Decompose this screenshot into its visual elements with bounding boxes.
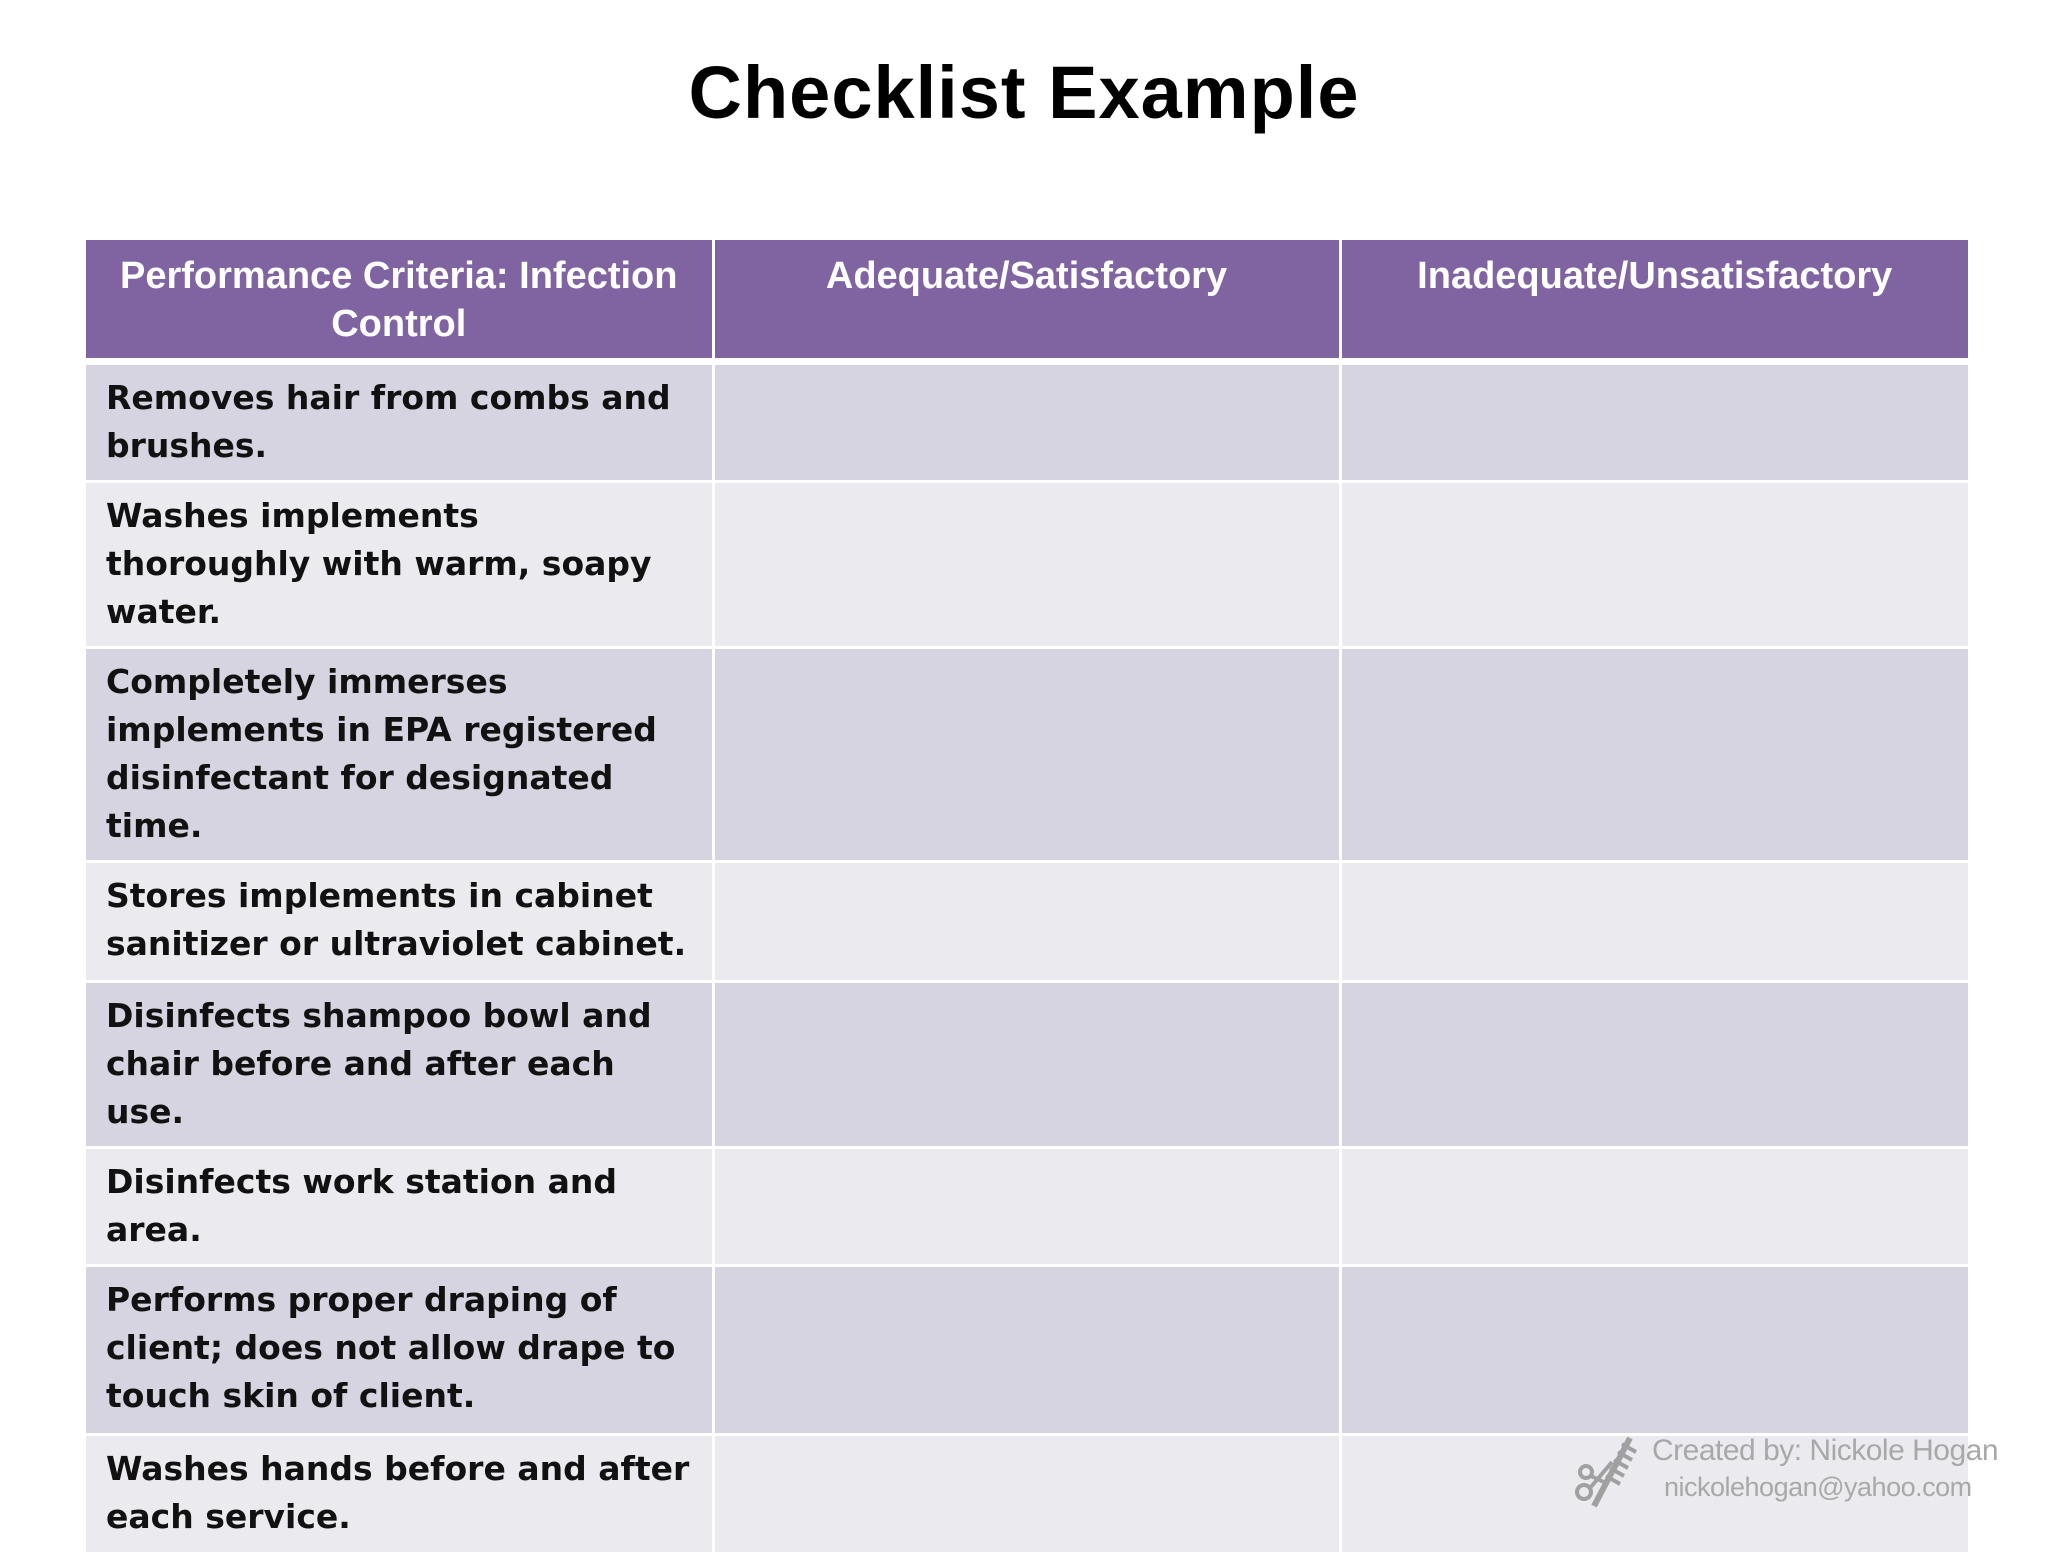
criteria-cell: Stores implements in cabinet sanitizer or ultraviolet cabinet.	[86, 862, 713, 982]
creator-credit	[1572, 1432, 1999, 1512]
adequate-cell[interactable]	[713, 482, 1340, 648]
inadequate-cell[interactable]	[1340, 482, 1968, 648]
header-adequate: Adequate/Satisfactory	[713, 240, 1340, 362]
inadequate-cell[interactable]	[1340, 982, 1968, 1148]
criteria-cell: Performs proper draping of client; does not allow drape to touch skin of client.	[86, 1266, 713, 1435]
table-row	[86, 862, 1968, 982]
criteria-cell: Disinfects shampoo bowl and chair before and after each use.	[86, 982, 713, 1148]
criteria-cell: Washes hands before and after each service.	[86, 1435, 713, 1554]
inadequate-cell[interactable]	[1340, 862, 1968, 982]
inadequate-cell[interactable]	[1340, 648, 1968, 862]
checklist-table	[86, 240, 1968, 1555]
header-inadequate: Inadequate/Unsatisfactory	[1340, 240, 1968, 362]
inadequate-cell[interactable]	[1340, 1148, 1968, 1266]
criteria-cell: Washes implements thoroughly with warm, soapy water.	[86, 482, 713, 648]
adequate-cell[interactable]	[713, 862, 1340, 982]
inadequate-cell[interactable]	[1340, 1266, 1968, 1435]
page-title: Checklist Example	[688, 51, 1360, 134]
adequate-cell[interactable]	[713, 1148, 1340, 1266]
criteria-cell: Removes hair from combs and brushes.	[86, 362, 713, 482]
table-row	[86, 1148, 1968, 1266]
inadequate-cell[interactable]	[1340, 362, 1968, 482]
table-header-row	[86, 240, 1968, 362]
table-row	[86, 482, 1968, 648]
scissors-comb-icon	[1572, 1432, 1644, 1512]
adequate-cell[interactable]	[713, 648, 1340, 862]
table-row	[86, 648, 1968, 862]
adequate-cell[interactable]	[713, 362, 1340, 482]
adequate-cell[interactable]	[713, 982, 1340, 1148]
criteria-cell: Completely immerses implements in EPA registered disinfectant for designated time.	[86, 648, 713, 862]
criteria-cell: Disinfects work station and area.	[86, 1148, 713, 1266]
adequate-cell[interactable]	[713, 1266, 1340, 1435]
table-row	[86, 362, 1968, 482]
credit-email: nickolehogan@yahoo.com	[1664, 1472, 1972, 1502]
header-criteria: Performance Criteria: Infection Control	[86, 240, 713, 362]
table-row	[86, 1266, 1968, 1435]
credit-author: Created by: Nickole Hogan	[1652, 1434, 1999, 1467]
table-row	[86, 982, 1968, 1148]
